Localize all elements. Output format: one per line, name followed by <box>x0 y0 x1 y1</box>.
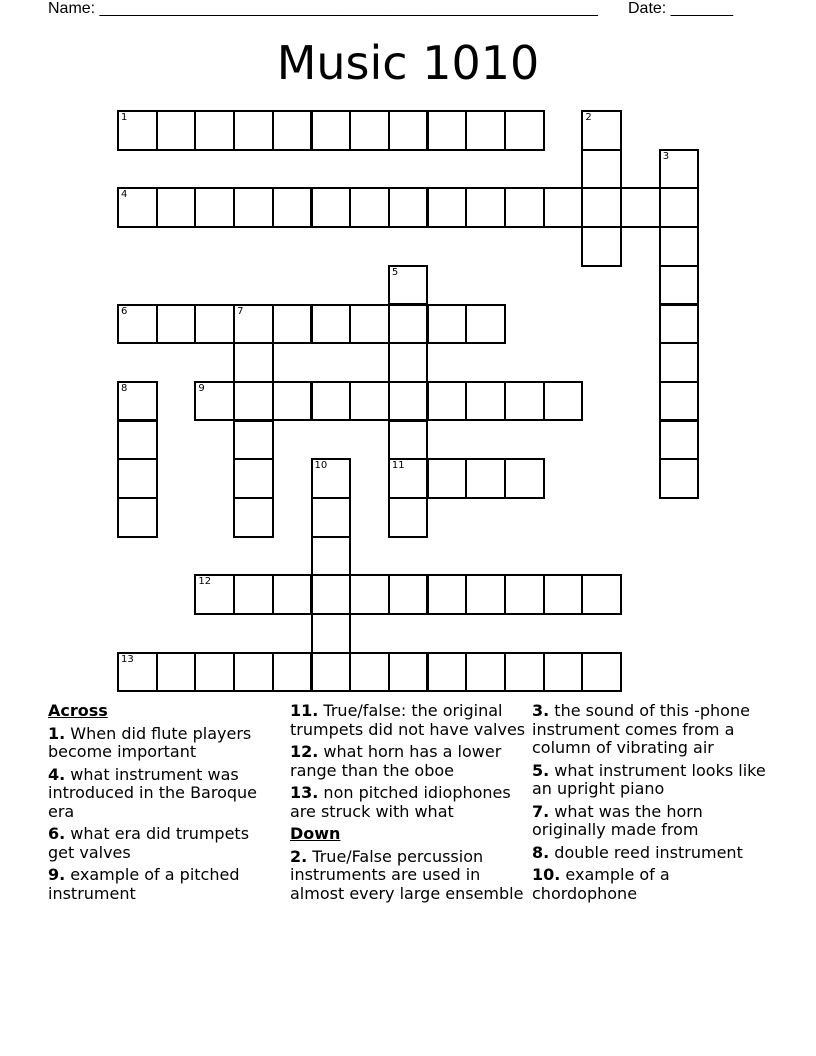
grid-cell[interactable] <box>504 110 545 151</box>
grid-cell[interactable] <box>311 497 352 538</box>
clue-item <box>532 803 772 840</box>
clue-item <box>48 825 280 862</box>
grid-cell[interactable] <box>233 304 274 345</box>
grid-cell[interactable] <box>311 536 352 577</box>
grid-cell[interactable] <box>272 574 313 615</box>
grid-cell[interactable] <box>388 265 429 306</box>
grid-cell[interactable] <box>349 381 390 422</box>
clue-item-text: the sound of this -phone instrument comes from a column of vibrating air <box>532 701 750 757</box>
clue-number: 2 <box>585 112 592 123</box>
clue-item <box>532 702 772 758</box>
grid-cell[interactable] <box>388 574 429 615</box>
grid-cell[interactable] <box>543 652 584 693</box>
grid-cell[interactable] <box>388 497 429 538</box>
clue-item <box>48 766 280 822</box>
grid-cell[interactable] <box>465 574 506 615</box>
clue-number: 10 <box>314 460 328 472</box>
grid-cell[interactable] <box>117 381 158 422</box>
grid-cell[interactable] <box>311 187 352 228</box>
grid-cell[interactable] <box>659 381 700 422</box>
clue-number: 6 <box>121 305 128 317</box>
page-title: Music 1010 <box>276 36 540 90</box>
clue-item-number: 10. <box>532 865 561 884</box>
clue-item-number: 8. <box>532 842 550 862</box>
grid-cell[interactable] <box>543 381 584 422</box>
grid-cell[interactable] <box>349 574 390 615</box>
grid-cell[interactable] <box>581 226 622 267</box>
grid-cell[interactable] <box>349 187 390 228</box>
clue-item <box>532 844 772 863</box>
grid-cell[interactable] <box>581 149 622 190</box>
clue-item-number: 1. <box>48 723 66 743</box>
grid-cell[interactable] <box>233 420 274 461</box>
clue-item-text: True/False percussion instruments are used in almost every large ensemble <box>290 846 524 903</box>
grid-cell[interactable] <box>581 110 622 151</box>
grid-cell[interactable] <box>117 652 158 693</box>
clue-item-text: what was the horn originally made from <box>532 801 703 839</box>
down-clues-part-1 <box>290 848 526 904</box>
clue-number: 9 <box>198 382 205 394</box>
clue-item <box>290 784 526 821</box>
grid-cell[interactable] <box>233 574 274 615</box>
grid-cell[interactable] <box>117 304 158 345</box>
clue-item-text: what instrument was introduced in the Baroque era <box>48 764 258 821</box>
across-heading: Across <box>48 701 108 720</box>
grid-cell[interactable] <box>233 497 274 538</box>
clue-number: 7 <box>237 305 244 317</box>
clue-number: 8 <box>121 382 128 394</box>
grid-cell[interactable] <box>194 381 235 422</box>
grid-cell[interactable] <box>388 652 429 693</box>
grid-cell[interactable] <box>349 652 390 693</box>
clues-column-3 <box>532 702 772 907</box>
grid-cell[interactable] <box>272 381 313 422</box>
grid-cell[interactable] <box>272 304 313 345</box>
clue-item-text: example of a pitched instrument <box>48 865 240 903</box>
grid-cell[interactable] <box>465 652 506 693</box>
grid-cell[interactable] <box>659 420 700 461</box>
across-clues-part-2 <box>290 702 526 821</box>
grid-cell[interactable] <box>659 304 700 345</box>
grid-cell[interactable] <box>311 304 352 345</box>
clue-item <box>290 848 526 904</box>
grid-cell[interactable] <box>233 458 274 499</box>
grid-cell[interactable] <box>427 304 468 345</box>
clue-item-text: non pitched idiophones are struck with what <box>290 783 511 821</box>
clue-item-text: When did flute players become important <box>48 723 252 761</box>
grid-cell[interactable] <box>156 304 197 345</box>
grid-cell[interactable] <box>504 458 545 499</box>
grid-cell[interactable] <box>311 110 352 151</box>
grid-cell[interactable] <box>581 574 622 615</box>
grid-cell[interactable] <box>233 652 274 693</box>
grid-cell[interactable] <box>156 652 197 693</box>
clue-item <box>48 725 280 762</box>
clue-item <box>290 702 526 739</box>
clue-item-number: 6. <box>48 824 66 843</box>
grid-cell[interactable] <box>659 226 700 267</box>
grid-cell[interactable] <box>465 304 506 345</box>
grid-cell[interactable] <box>659 187 700 228</box>
clue-number: 4 <box>121 189 128 201</box>
clue-item-number: 13. <box>290 783 319 802</box>
grid-cell[interactable] <box>233 342 274 383</box>
clue-number: 3 <box>662 150 670 162</box>
grid-cell[interactable] <box>117 187 158 228</box>
clue-item-number: 4. <box>48 764 66 784</box>
grid-cell[interactable] <box>427 574 468 615</box>
clue-item <box>290 743 526 780</box>
grid-cell[interactable] <box>311 652 352 693</box>
clue-item-number: 3. <box>532 701 550 720</box>
clue-item-number: 2. <box>290 846 308 866</box>
grid-cell[interactable] <box>427 187 468 228</box>
grid-cell[interactable] <box>272 652 313 693</box>
clue-item-number: 5. <box>532 760 550 780</box>
grid-cell[interactable] <box>311 381 352 422</box>
date-field[interactable]: Date: _______ <box>628 0 733 17</box>
grid-cell[interactable] <box>620 187 661 228</box>
clue-item-text: what instrument looks like an upright piano <box>532 760 766 798</box>
grid-cell[interactable] <box>504 187 545 228</box>
grid-cell[interactable] <box>311 613 352 654</box>
grid-cell[interactable] <box>117 497 158 538</box>
grid-cell[interactable] <box>388 420 429 461</box>
grid-cell[interactable] <box>504 652 545 693</box>
clue-number: 5 <box>391 266 399 278</box>
grid-cell[interactable] <box>427 110 468 151</box>
grid-cell[interactable] <box>465 381 506 422</box>
grid-cell[interactable] <box>272 187 313 228</box>
grid-cell[interactable] <box>233 110 274 151</box>
grid-cell[interactable] <box>194 304 235 345</box>
grid-cell[interactable] <box>194 187 235 228</box>
grid-cell[interactable] <box>427 381 468 422</box>
clue-number: 11 <box>391 460 405 472</box>
grid-cell[interactable] <box>233 187 274 228</box>
grid-cell[interactable] <box>543 187 584 228</box>
clue-item-text: double reed instrument <box>549 842 743 862</box>
down-clues-part-2 <box>532 702 772 903</box>
grid-cell[interactable] <box>194 652 235 693</box>
clue-item-number: 12. <box>290 742 319 761</box>
across-clues-part-1 <box>48 725 280 904</box>
down-heading: Down <box>290 824 341 843</box>
grid-cell[interactable] <box>427 458 468 499</box>
grid-cell[interactable] <box>388 304 429 345</box>
grid-cell[interactable] <box>117 458 158 499</box>
grid-cell[interactable] <box>388 187 429 228</box>
grid-cell[interactable] <box>311 458 352 499</box>
grid-cell[interactable] <box>659 149 700 190</box>
grid-cell[interactable] <box>659 342 700 383</box>
clue-number: 13 <box>121 653 134 665</box>
grid-cell[interactable] <box>156 110 197 151</box>
clue-item-text: example of a chordophone <box>532 865 670 903</box>
clue-item-number: 9. <box>48 865 66 884</box>
grid-cell[interactable] <box>349 110 390 151</box>
grid-cell[interactable] <box>465 187 506 228</box>
grid-cell[interactable] <box>194 110 235 151</box>
grid-cell[interactable] <box>388 458 429 499</box>
grid-cell[interactable] <box>272 110 313 151</box>
grid-cell[interactable] <box>233 381 274 422</box>
clue-item-text: what horn has a lower range than the oboe <box>290 742 502 780</box>
grid-cell[interactable] <box>581 652 622 693</box>
grid-cell[interactable] <box>388 110 429 151</box>
grid-cell[interactable] <box>311 574 352 615</box>
grid-cell[interactable] <box>465 458 506 499</box>
grid-cell[interactable] <box>659 458 700 499</box>
grid-cell[interactable] <box>504 381 545 422</box>
grid-cell[interactable] <box>581 187 622 228</box>
clue-item <box>532 866 772 903</box>
grid-cell[interactable] <box>543 574 584 615</box>
clue-item-number: 11. <box>290 701 319 720</box>
grid-cell[interactable] <box>388 342 429 383</box>
grid-cell[interactable] <box>156 187 197 228</box>
clue-item <box>532 762 772 799</box>
clue-number: 12 <box>198 576 212 588</box>
clues-column-1 <box>48 702 280 907</box>
grid-cell[interactable] <box>659 265 700 306</box>
grid-cell[interactable] <box>388 381 429 422</box>
grid-cell[interactable] <box>349 304 390 345</box>
grid-cell[interactable] <box>427 652 468 693</box>
grid-cell[interactable] <box>117 420 158 461</box>
clue-item-text: True/false: the original trumpets did not have valves <box>290 701 526 739</box>
clue-item <box>48 866 280 903</box>
clue-item-text: what era did trumpets get valves <box>48 824 250 862</box>
clue-number: 1 <box>121 112 128 123</box>
clues-column-2 <box>290 702 526 907</box>
clue-item-number: 7. <box>532 801 550 821</box>
grid-cell[interactable] <box>465 110 506 151</box>
grid-cell[interactable] <box>117 110 158 151</box>
name-field[interactable]: Name: ________________________________________________________ <box>48 0 598 17</box>
grid-cell[interactable] <box>504 574 545 615</box>
grid-cell[interactable] <box>194 574 235 615</box>
